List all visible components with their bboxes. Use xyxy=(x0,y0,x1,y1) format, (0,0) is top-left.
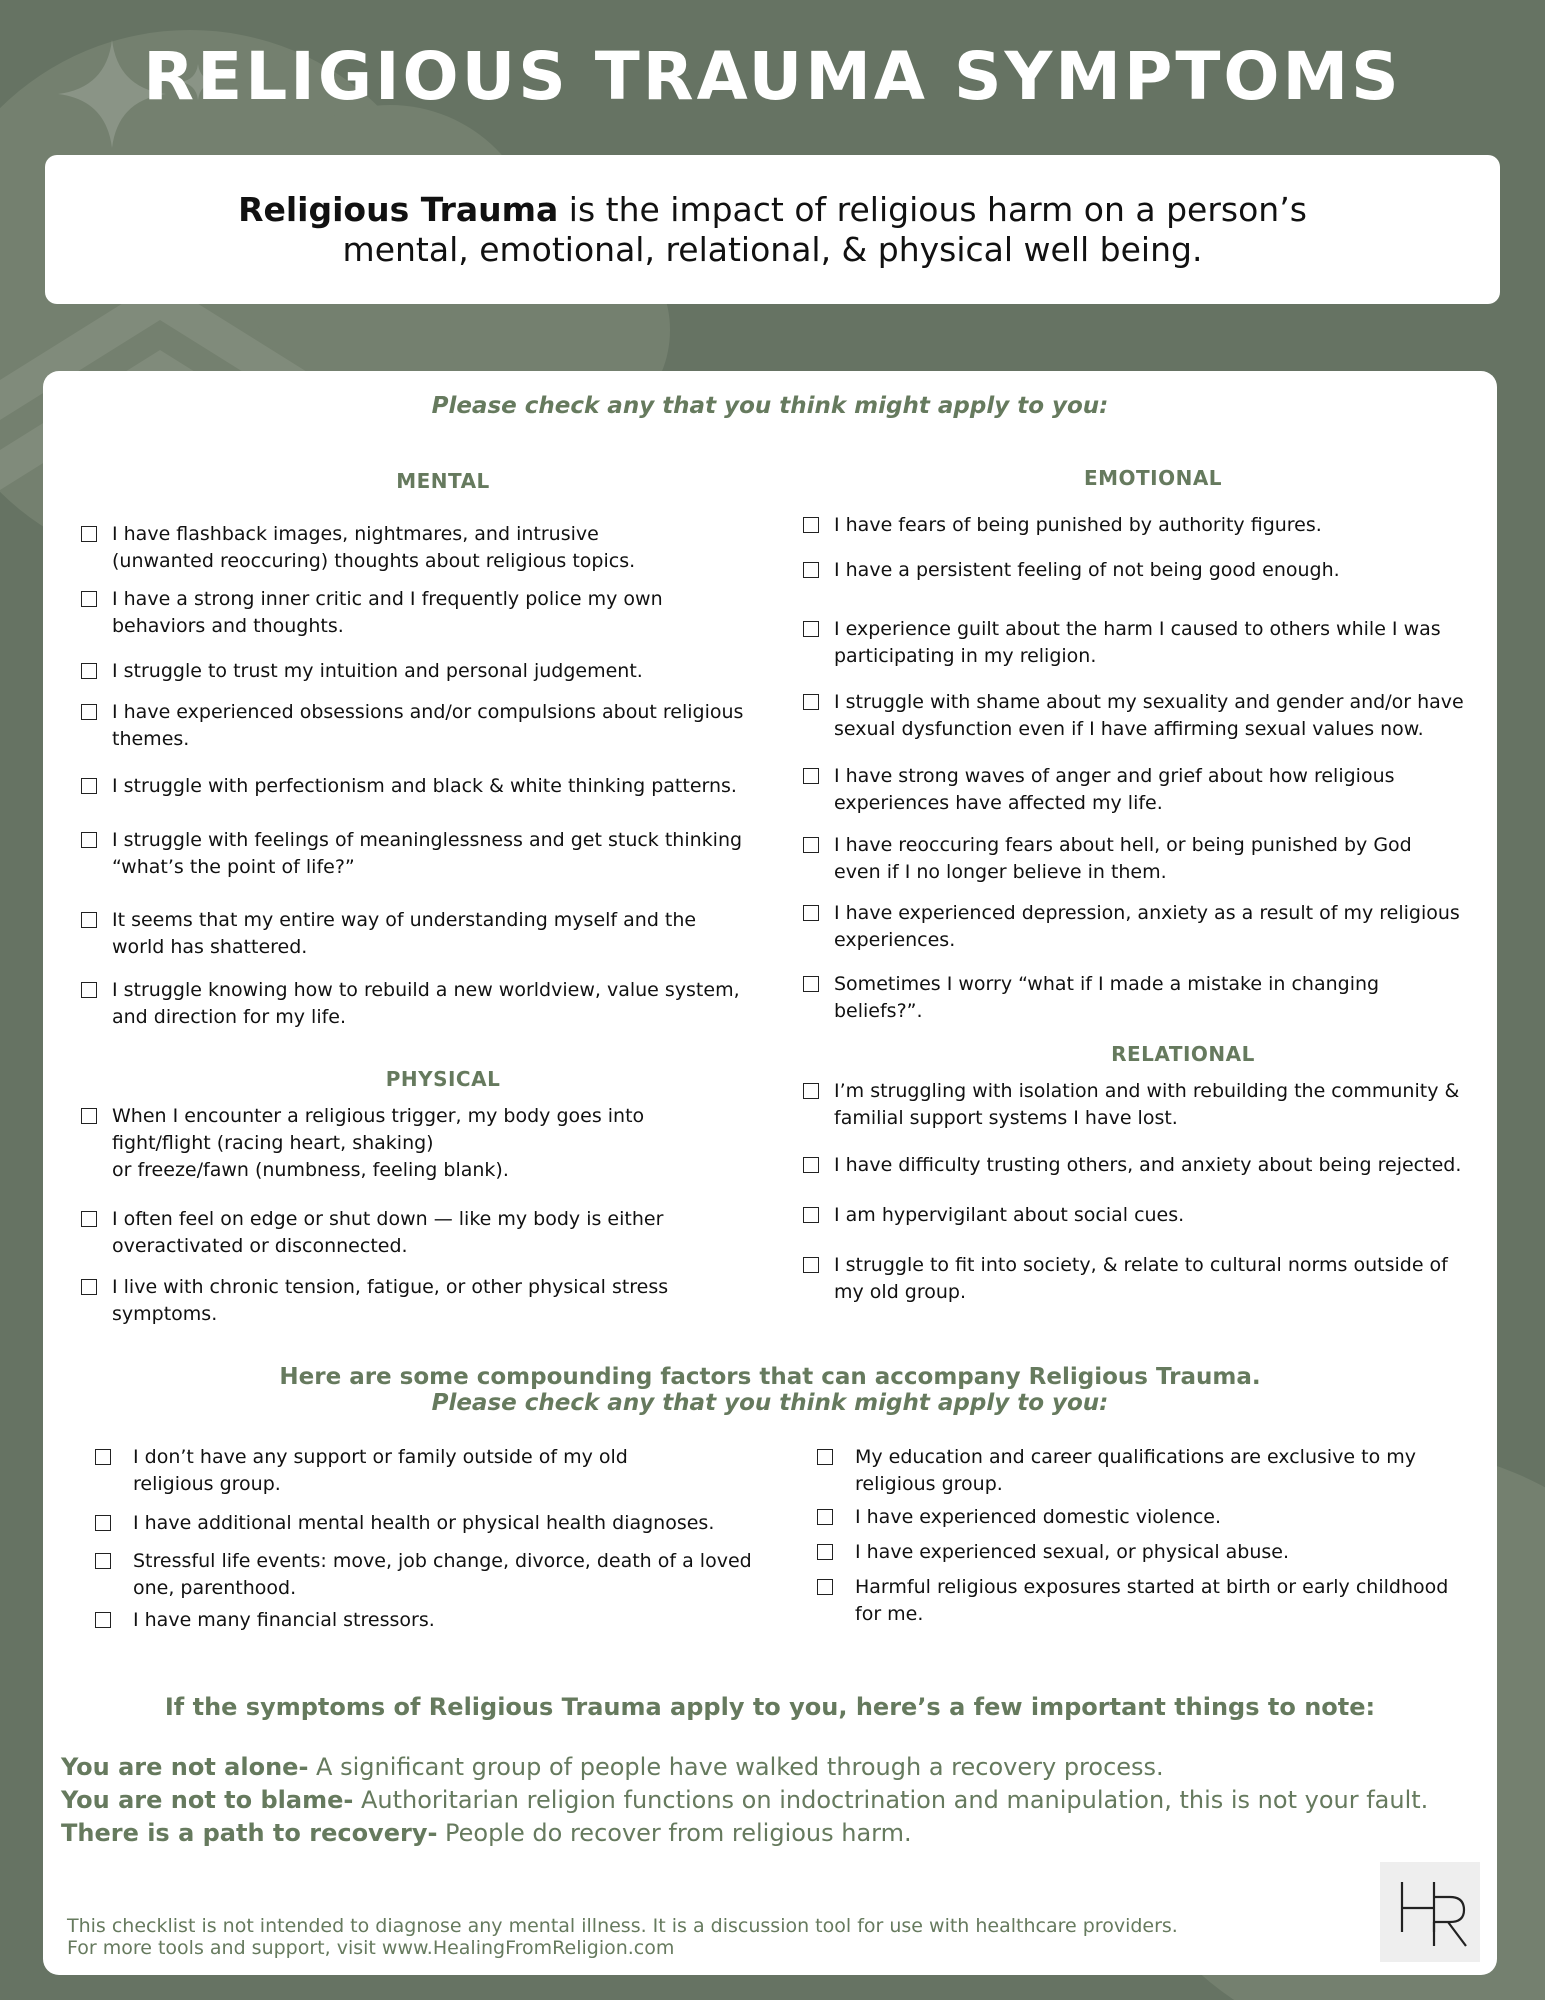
notes-title: If the symptoms of Religious Trauma apply to you, here’s a few important things to note: xyxy=(164,1693,1376,1721)
emotional-item[interactable]: I experience guilt about the harm I caused to others while I was participating in my religion. xyxy=(803,616,1441,670)
checkbox[interactable] xyxy=(81,526,97,542)
page-title: RELIGIOUS TRAUMA SYMPTOMS xyxy=(143,38,1402,115)
disclaimer-line-2[interactable]: For more tools and support, visit www.HealingFromReligion.com xyxy=(67,1937,675,1959)
checkbox[interactable] xyxy=(95,1515,111,1531)
checkbox[interactable] xyxy=(817,1449,833,1465)
notes-list xyxy=(61,1751,1481,1850)
checkbox[interactable] xyxy=(803,621,819,637)
definition-term: Religious Trauma xyxy=(238,189,559,229)
hr-monogram-icon xyxy=(1380,1862,1480,1962)
checkbox[interactable] xyxy=(803,1257,819,1273)
physical-item[interactable]: I live with chronic tension, fatigue, or other physical stress symptoms. xyxy=(81,1274,668,1328)
physical-item[interactable]: I often feel on edge or shut down — like my body is either overactivated or disconnected. xyxy=(81,1206,663,1260)
checklist-prompt: Please check any that you think might apply to you: xyxy=(431,393,1109,419)
factor-item[interactable]: I have additional mental health or physical health diagnoses. xyxy=(95,1510,714,1537)
checkbox[interactable] xyxy=(803,562,819,578)
relational-item[interactable]: I have difficulty trusting others, and anxiety about being rejected. xyxy=(803,1152,1461,1179)
definition-line-1: Religious Trauma is the impact of religious harm on a person’s xyxy=(238,189,1307,229)
factor-item[interactable]: Harmful religious exposures started at birth or early childhood for me. xyxy=(817,1574,1448,1628)
checkbox[interactable] xyxy=(803,976,819,992)
compounding-prompt: Please check any that you think might apply to you: xyxy=(431,1390,1109,1416)
section-title-mental: MENTAL xyxy=(396,469,490,493)
checkbox[interactable] xyxy=(81,663,97,679)
checkbox[interactable] xyxy=(803,694,819,710)
checkbox[interactable] xyxy=(81,1211,97,1227)
factor-item[interactable]: I have experienced domestic violence. xyxy=(817,1504,1221,1531)
mental-item[interactable]: I have experienced obsessions and/or compulsions about religious themes. xyxy=(81,699,743,753)
mental-item[interactable]: I struggle with feelings of meaninglessness and get stuck thinking “what’s the point of life?” xyxy=(81,827,742,881)
disclaimer xyxy=(67,1915,1357,1959)
checkbox[interactable] xyxy=(81,704,97,720)
section-title-physical: PHYSICAL xyxy=(385,1067,501,1091)
mental-item[interactable]: It seems that my entire way of understanding myself and the world has shattered. xyxy=(81,907,696,961)
compounding-heading-block xyxy=(43,1364,1497,1416)
mental-item[interactable]: I struggle with perfectionism and black & white thinking patterns. xyxy=(81,773,737,800)
compounding-heading: Here are some compounding factors that can accompany Religious Trauma. xyxy=(279,1364,1261,1390)
checkbox[interactable] xyxy=(817,1544,833,1560)
mental-item[interactable]: I have flashback images, nightmares, and intrusive (unwanted reoccuring) thoughts about religious topics. xyxy=(81,521,635,575)
checkbox[interactable] xyxy=(803,768,819,784)
definition-card xyxy=(45,155,1500,304)
checkbox[interactable] xyxy=(817,1509,833,1525)
section-title-relational: RELATIONAL xyxy=(1111,1042,1255,1066)
checkbox[interactable] xyxy=(95,1612,111,1628)
checkbox[interactable] xyxy=(95,1553,111,1569)
checkbox[interactable] xyxy=(817,1579,833,1595)
hr-logo xyxy=(1380,1862,1480,1962)
checklist-panel xyxy=(43,371,1497,1975)
checkbox[interactable] xyxy=(803,1157,819,1173)
emotional-item[interactable]: I have experienced depression, anxiety as a result of my religious experiences. xyxy=(803,900,1460,954)
checkbox[interactable] xyxy=(803,1207,819,1223)
factor-item[interactable]: I don’t have any support or family outside of my old religious group. xyxy=(95,1444,628,1498)
note-item: You are not to blame- Authoritarian religion functions on indoctrination and manipulation, this is not your fault. xyxy=(61,1786,1429,1814)
emotional-item[interactable]: I have a persistent feeling of not being good enough. xyxy=(803,557,1340,584)
factor-item[interactable]: I have experienced sexual, or physical abuse. xyxy=(817,1539,1289,1566)
checkbox[interactable] xyxy=(81,912,97,928)
checkbox[interactable] xyxy=(803,905,819,921)
checkbox[interactable] xyxy=(81,591,97,607)
mental-item[interactable]: I struggle knowing how to rebuild a new worldview, value system, and direction for my life. xyxy=(81,977,740,1031)
checkbox[interactable] xyxy=(81,832,97,848)
emotional-item[interactable]: I struggle with shame about my sexuality and gender and/or have sexual dysfunction even if I have affirming sexual values now. xyxy=(803,689,1464,743)
factor-item[interactable]: My education and career qualifications are exclusive to my religious group. xyxy=(817,1444,1416,1498)
checkbox[interactable] xyxy=(81,1279,97,1295)
section-title-emotional: EMOTIONAL xyxy=(1083,466,1223,490)
checkbox[interactable] xyxy=(81,778,97,794)
emotional-item[interactable]: I have reoccuring fears about hell, or being punished by God even if I no longer believe in them. xyxy=(803,832,1412,886)
definition-line-2: mental, emotional, relational, & physical well being. xyxy=(342,229,1203,269)
mental-item[interactable]: I struggle to trust my intuition and personal judgement. xyxy=(81,658,643,685)
factor-item[interactable]: I have many financial stressors. xyxy=(95,1607,435,1634)
emotional-item[interactable]: I have strong waves of anger and grief about how religious experiences have affected my life. xyxy=(803,763,1395,817)
checkbox[interactable] xyxy=(803,837,819,853)
checkbox[interactable] xyxy=(803,1083,819,1099)
relational-item[interactable]: I am hypervigilant about social cues. xyxy=(803,1202,1184,1229)
checkbox[interactable] xyxy=(803,517,819,533)
note-item: You are not alone- A significant group of people have walked through a recovery process. xyxy=(61,1753,1164,1781)
relational-item[interactable]: I’m struggling with isolation and with rebuilding the community & familial support systems I have lost. xyxy=(803,1078,1459,1132)
emotional-item[interactable]: I have fears of being punished by authority figures. xyxy=(803,512,1322,539)
checkbox[interactable] xyxy=(95,1449,111,1465)
note-item: There is a path to recovery- People do recover from religious harm. xyxy=(61,1819,912,1847)
checkbox[interactable] xyxy=(81,982,97,998)
physical-item[interactable]: When I encounter a religious trigger, my body goes into fight/flight (racing heart, shaking) or freeze/fawn (numbness, feeling blank). xyxy=(81,1103,644,1184)
disclaimer-line-1: This checklist is not intended to diagnose any mental illness. It is a discussion tool for use with healthcare providers. xyxy=(67,1915,1178,1937)
relational-item[interactable]: I struggle to fit into society, & relate to cultural norms outside of my old group. xyxy=(803,1252,1448,1306)
factor-item[interactable]: Stressful life events: move, job change, divorce, death of a loved one, parenthood. xyxy=(95,1548,752,1602)
mental-item[interactable]: I have a strong inner critic and I frequently police my own behaviors and thoughts. xyxy=(81,586,663,640)
emotional-item[interactable]: Sometimes I worry “what if I made a mistake in changing beliefs?”. xyxy=(803,971,1379,1025)
checkbox[interactable] xyxy=(81,1108,97,1124)
